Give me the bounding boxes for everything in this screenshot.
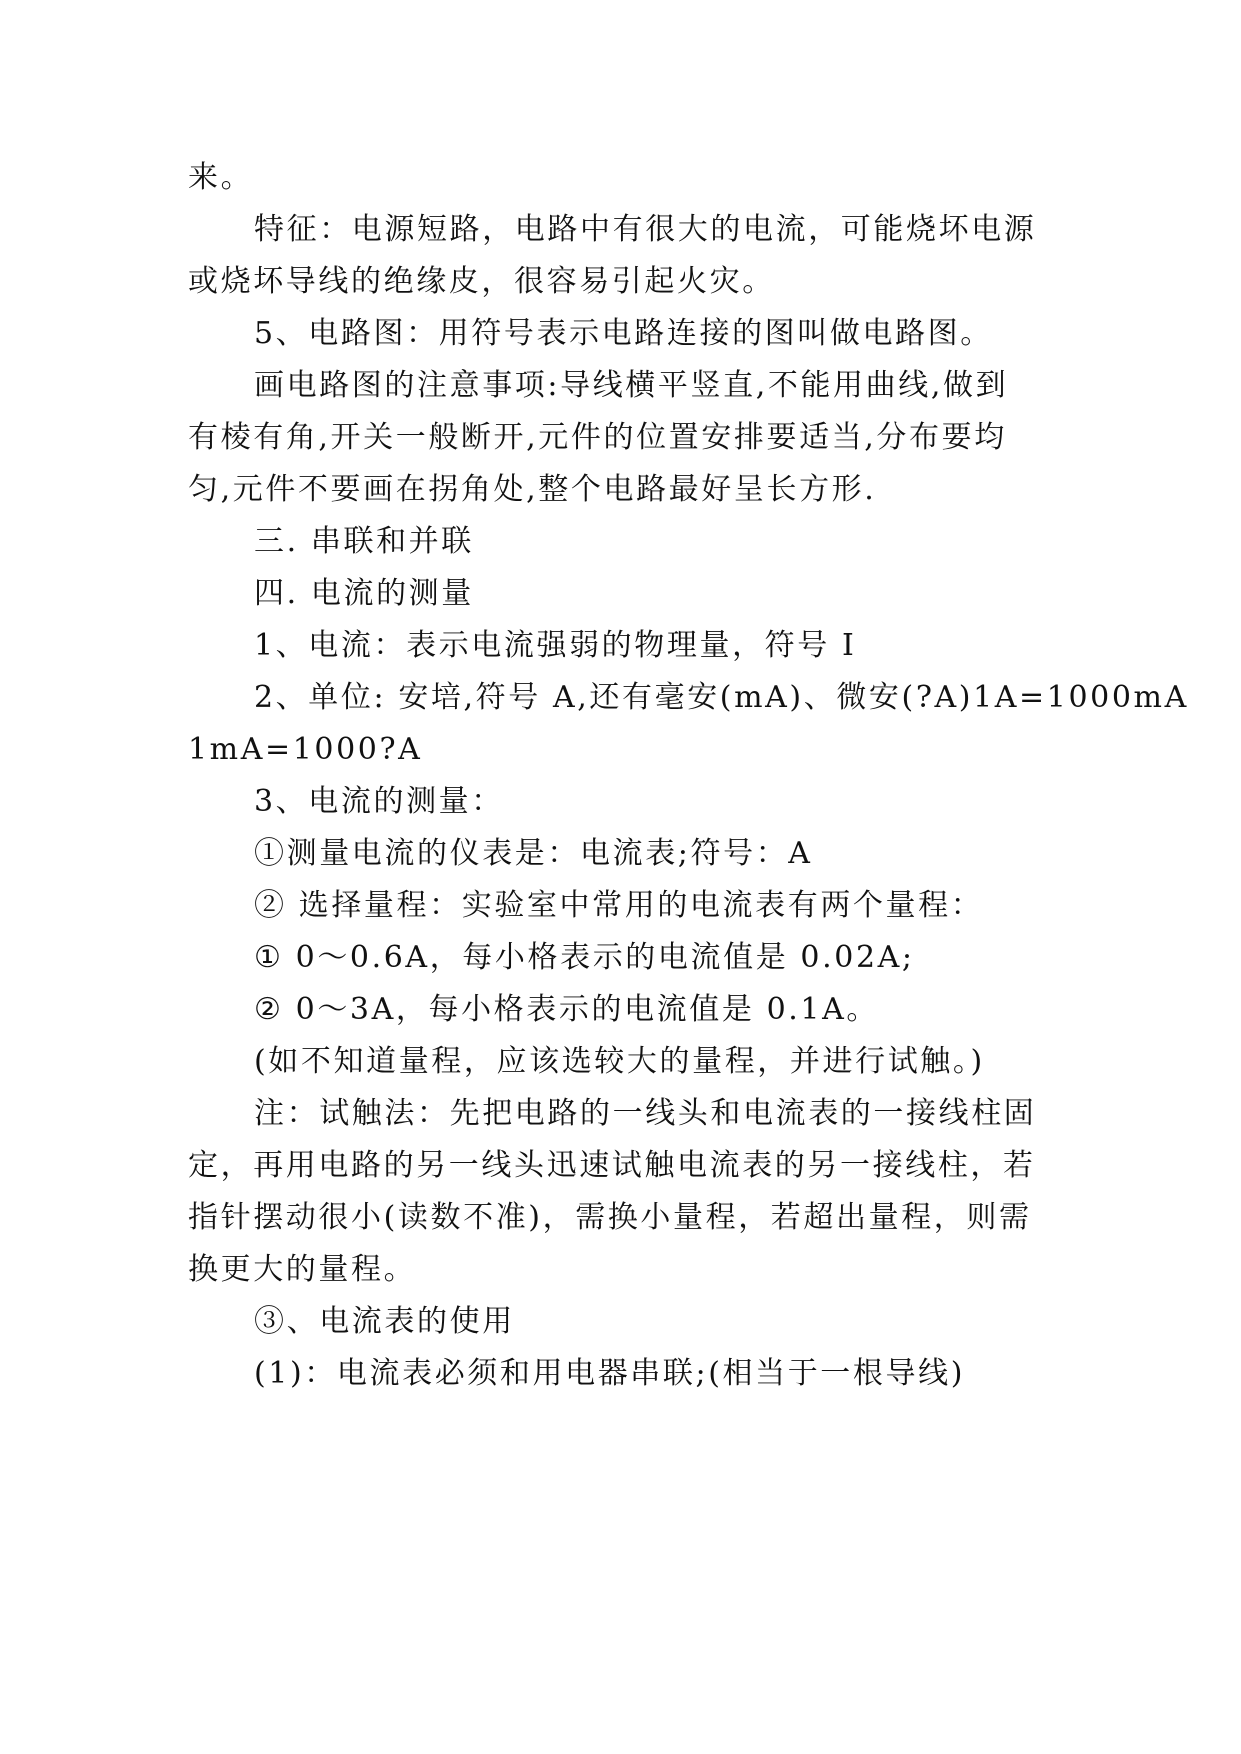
text-line: 来。 [188,160,254,195]
text-line: 1、电流：表示电流强弱的物理量，符号 I [254,628,857,663]
text-line: (1)：电流表必须和用电器串联;(相当于一根导线) [254,1356,966,1391]
text-line: ② 选择量程：实验室中常用的电流表有两个量程： [254,888,984,923]
text-line: 画电路图的注意事项:导线横平竖直,不能用曲线,做到 [254,368,1009,403]
text-line: ①测量电流的仪表是：电流表;符号：A [254,836,813,871]
text-line: 定，再用电路的另一线头迅速试触电流表的另一接线柱，若 [188,1148,1036,1183]
text-line: 注：试触法：先把电路的一线头和电流表的一接线柱固 [254,1096,1037,1131]
text-line: 1mA=1000?A [188,732,423,767]
text-line: 特征：电源短路，电路中有很大的电流，可能烧坏电源 [254,212,1037,247]
text-line: 或烧坏导线的绝缘皮，很容易引起火灾。 [188,264,775,299]
text-line: (如不知道量程，应该选较大的量程，并进行试触。) [254,1044,985,1079]
text-line: 5、电路图：用符号表示电路连接的图叫做电路图。 [254,316,993,351]
text-line: 3、电流的测量： [254,784,504,819]
text-line: 换更大的量程。 [188,1252,417,1287]
text-line: 指针摆动很小(读数不准)，需换小量程，若超出量程，则需 [188,1200,1032,1235]
text-line: ① 0～0.6A，每小格表示的电流值是 0.02A; [254,940,915,975]
text-line: ② 0～3A，每小格表示的电流值是 0.1A。 [254,992,879,1027]
section-heading: 三. 串联和并联 [254,524,474,559]
text-line: 匀,元件不要画在拐角处,整个电路最好呈长方形. [188,472,877,507]
section-heading: 四. 电流的测量 [254,576,474,611]
text-line: ③、电流表的使用 [254,1304,515,1339]
text-line: 有棱有角,开关一般断开,元件的位置安排要适当,分布要均 [188,420,1007,455]
text-line: 2、单位: 安培,符号 A,还有毫安(mA)、微安(?A)1A=1000mA [254,680,1189,715]
